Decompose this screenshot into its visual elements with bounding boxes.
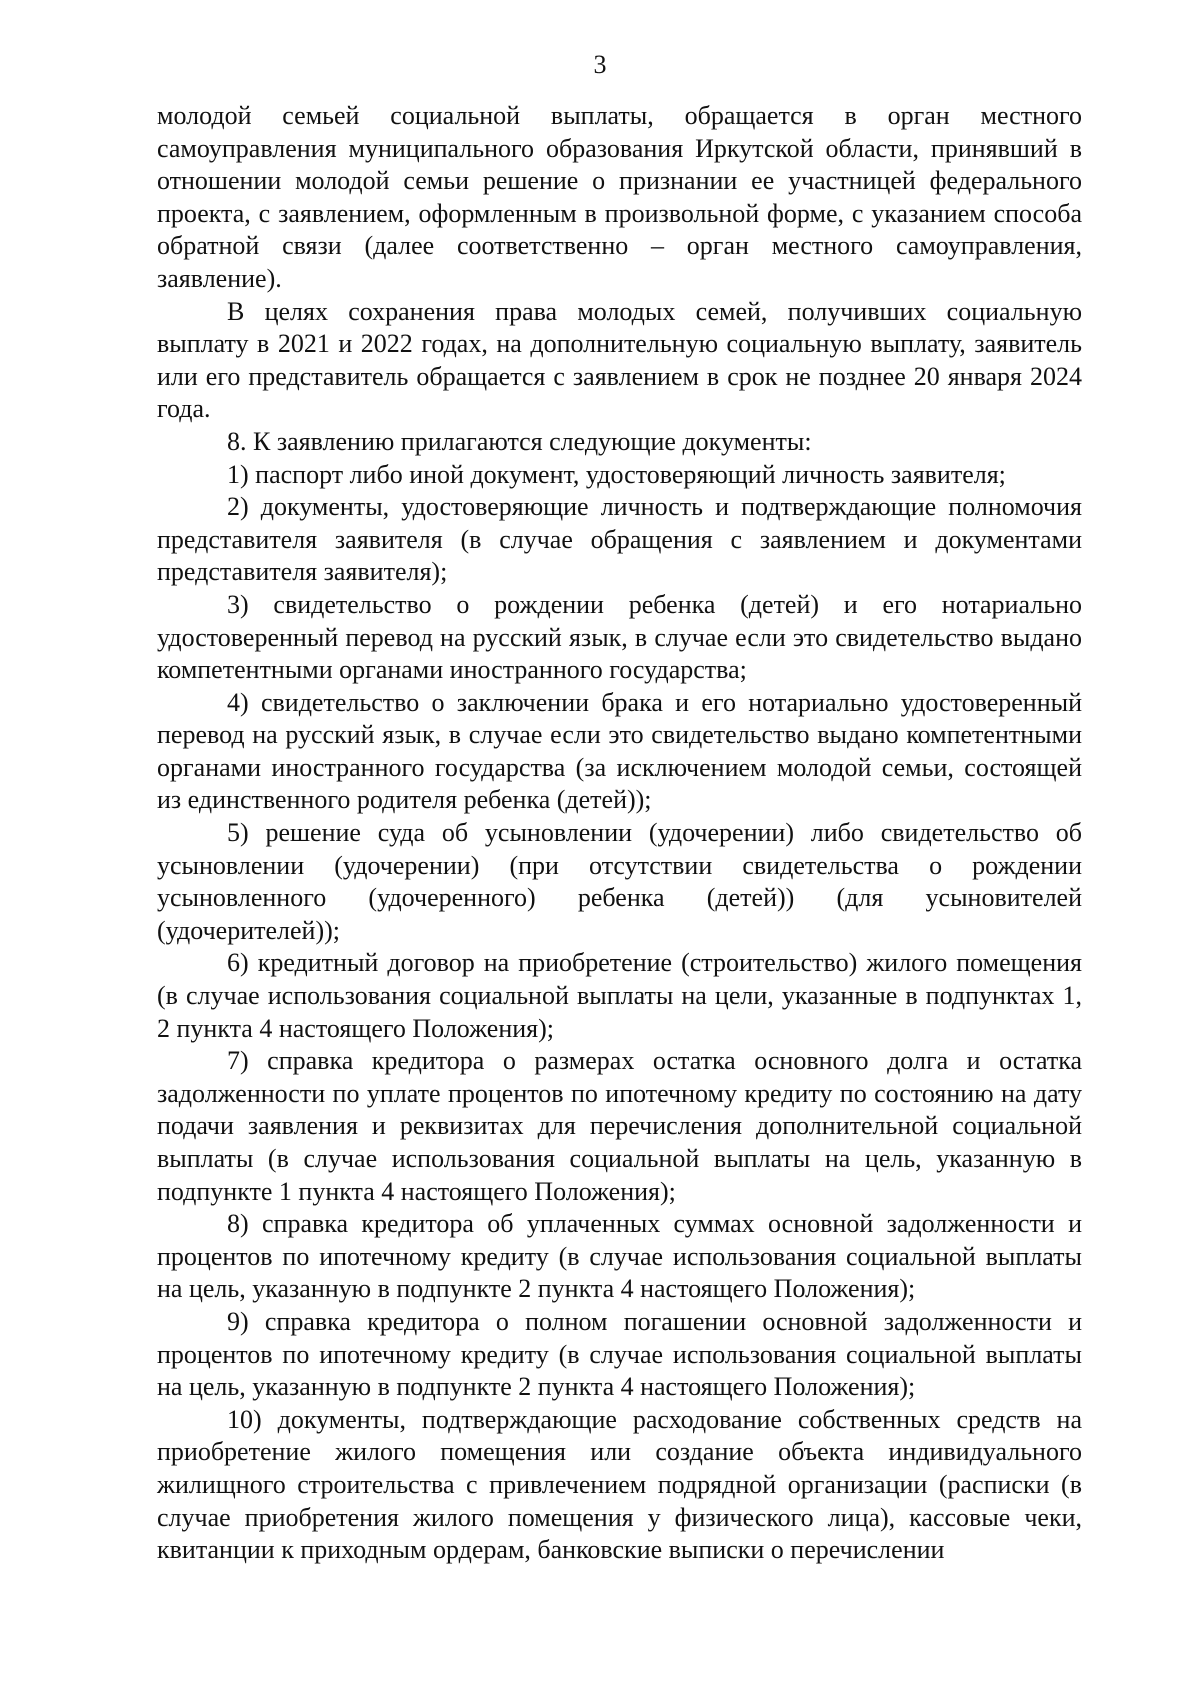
list-item-1: 1) паспорт либо иной документ, удостоверяющий личность заявителя;	[227, 459, 1006, 489]
paragraph-deadline: В целях сохранения права молодых семей, получивших социальную выплату в 2021 и 2022 годах, на дополнительную социальную выплату, заявитель или его представитель обращается с заявлением в срок не позднее 20 января 2024 года.	[157, 296, 1082, 424]
list-item-9: 9) справка кредитора о полном погашении основной задолженности и процентов по ипотечному кредиту (в случае использования социальной выплаты на цель, указанную в подпункте 2 пункта 4 настоящего Положения);	[157, 1306, 1082, 1402]
list-item-2: 2) документы, удостоверяющие личность и подтверждающие полномочия представителя заявителя (в случае обращения с заявлением и документами представителя заявителя);	[157, 492, 1082, 587]
paragraph-continuation: молодой семьей социальной выплаты, обращается в орган местного самоуправления муниципального образования Иркутской области, принявший в отношении молодой семьи решение о признании ее участницей федерального проекта, с заявлением, оформленным в произвольной форме, с указанием способа обратной связи (далее соответственно – орган местного самоуправления, заявление).	[157, 101, 1082, 293]
list-item-10: 10) документы, подтверждающие расходование собственных средств на приобретение жилого помещения или создание объекта индивидуального жилищного строительства с привлечением подрядной организации (расписки (в случае приобретения жилого помещения у физического лица), кассовые чеки, квитанции к приходным ордерам, банковские выписки о перечислении	[157, 1404, 1082, 1565]
page-number: 3	[593, 50, 607, 79]
list-item-3: 3) свидетельство о рождении ребенка (детей) и его нотариально удостоверенный перевод на русский язык, в случае если это свидетельство выдано компетентными органами иностранного государства;	[157, 589, 1082, 685]
list-item-6: 6) кредитный договор на приобретение (строительство) жилого помещения (в случае использования социальной выплаты на цели, указанные в подпунктах 1, 2 пункта 4 настоящего Положения);	[157, 948, 1082, 1043]
paragraph-item-8-heading: 8. К заявлению прилагаются следующие документы:	[227, 426, 812, 456]
list-item-5: 5) решение суда об усыновлении (удочерении) либо свидетельство об усыновлении (удочерении) (при отсутствии свидетельства о рождении усыновленного (удочеренного) ребенка (детей)) (для усыновителей (удочерителей));	[157, 818, 1082, 945]
list-item-4: 4) свидетельство о заключении брака и его нотариально удостоверенный перевод на русский язык, в случае если это свидетельство выдано компетентными органами иностранного государства (за исключением молодой семьи, состоящей из единственного родителя ребенка (детей));	[157, 687, 1082, 815]
list-item-7: 7) справка кредитора о размерах остатка основного долга и остатка задолженности по уплате процентов по ипотечному кредиту по состоянию на дату подачи заявления и реквизитах для перечисления дополнительной социальной выплаты (в случае использования социальной выплаты на цель, указанную в подпункте 1 пункта 4 настоящего Положения);	[157, 1046, 1082, 1206]
document-body	[157, 100, 1082, 1567]
list-item-8: 8) справка кредитора об уплаченных суммах основной задолженности и процентов по ипотечному кредиту (в случае использования социальной выплаты на цель, указанную в подпункте 2 пункта 4 настоящего Положения);	[157, 1209, 1082, 1304]
